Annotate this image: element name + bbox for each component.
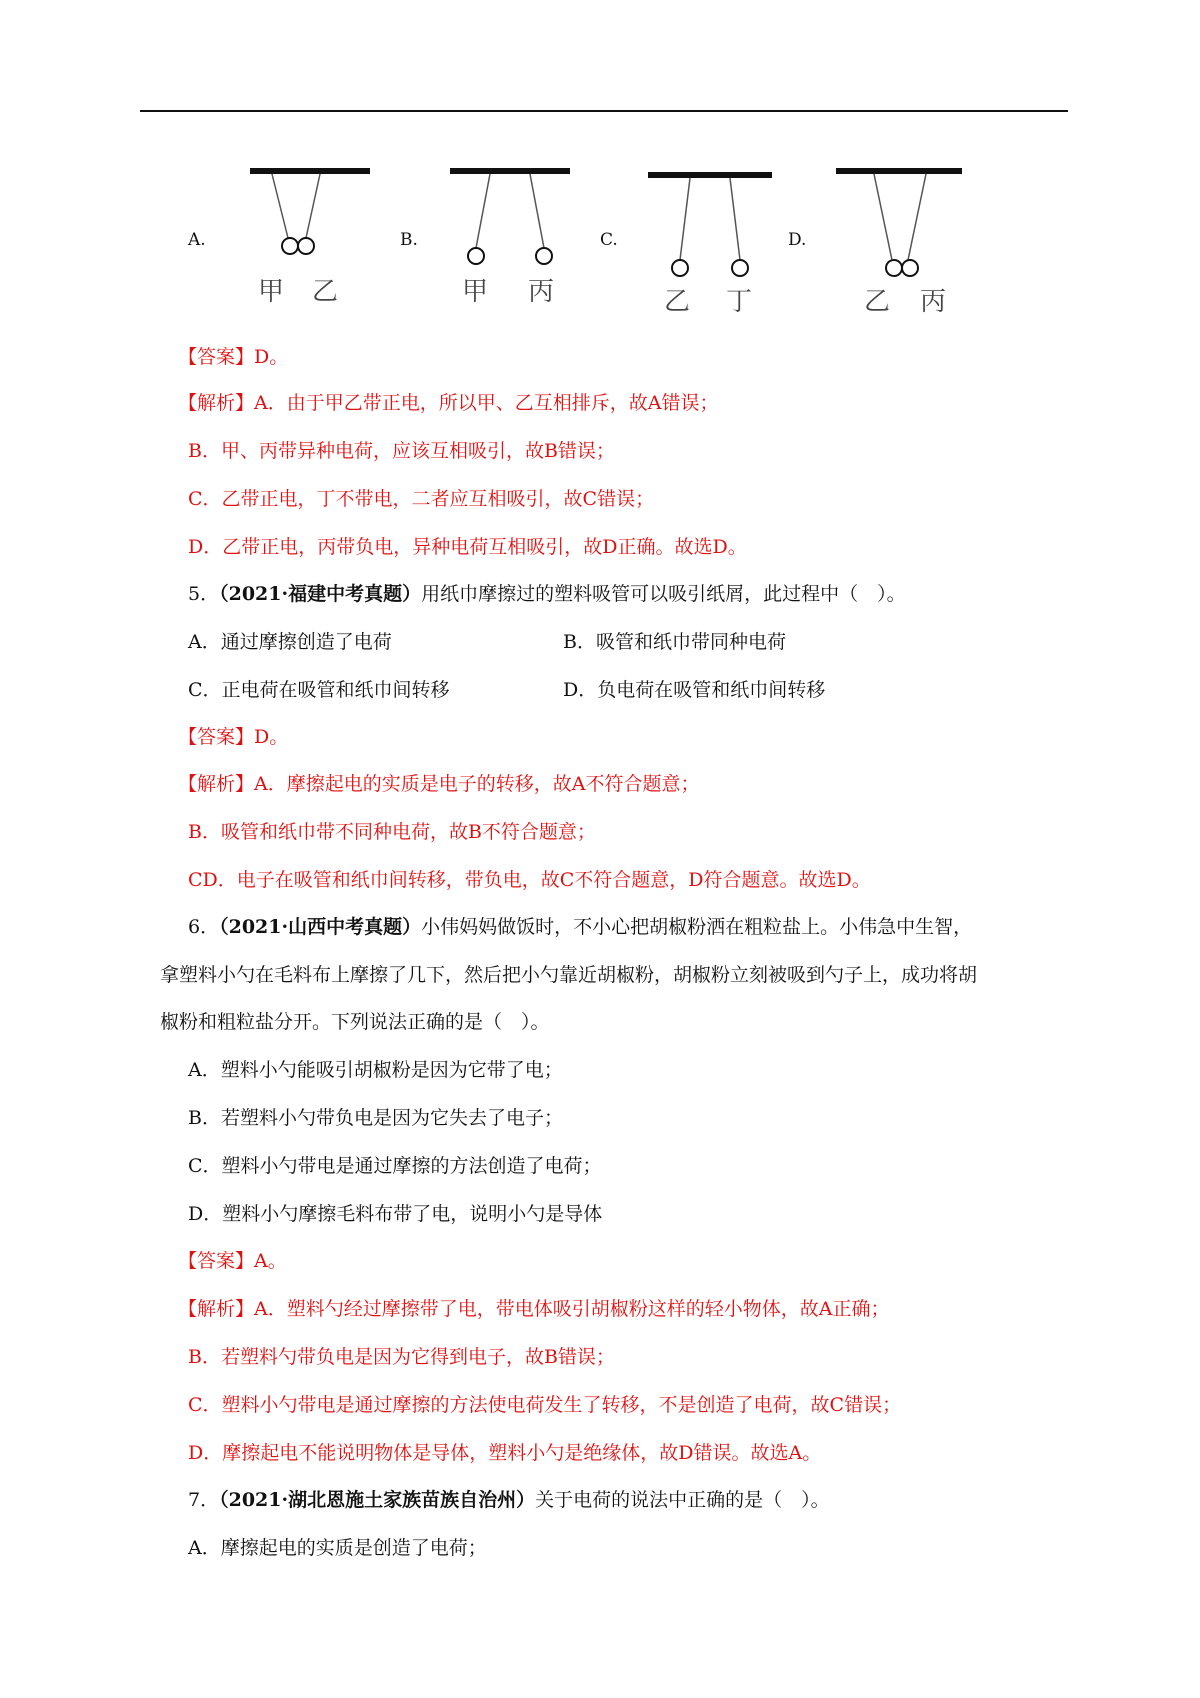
q4-analysis-b: B．甲、丙带异种电荷，应该互相吸引，故B错误；: [188, 440, 615, 462]
q4-analysis-a: 【解析】A．由于甲乙带正电，所以甲、乙互相排斥，故A错误；: [178, 392, 719, 414]
q5-analysis-b: B．吸管和纸巾带不同种电荷，故B不符合题意；: [188, 821, 596, 843]
q6-analysis-c: C．塑料小勺带电是通过摩擦的方法使电荷发生了转移，不是创造了电荷，故C错误；: [188, 1394, 902, 1416]
q5-option-b: B．吸管和纸巾带同种电荷: [563, 631, 786, 653]
q5-analysis-a: 【解析】A．摩擦起电的实质是电子的转移，故A不符合题意；: [178, 773, 700, 795]
label-yi: 乙: [664, 287, 691, 317]
q6-option-b: B．若塑料小勺带负电是因为它失去了电子；: [188, 1107, 563, 1129]
q6-analysis-b: B．若塑料勺带负电是因为它得到电子，故B错误；: [188, 1346, 615, 1368]
pendulum-figure-d: [826, 160, 1026, 320]
label-jia: 甲: [462, 277, 489, 307]
figure-option-a-letter: A.: [188, 230, 206, 250]
q6-analysis-a: 【解析】A．塑料勺经过摩擦带了电，带电体吸引胡椒粉这样的轻小物体，故A正确；: [178, 1298, 890, 1320]
pendulum-figure-c: [640, 160, 840, 320]
q4-analysis-c: C．乙带正电，丁不带电，二者应互相吸引，故C错误；: [188, 488, 655, 510]
q5-stem: 5．（2021·福建中考真题）用纸巾摩擦过的塑料吸管可以吸引纸屑，此过程中（ ）。: [188, 583, 906, 605]
label-bing: 丙: [528, 277, 555, 307]
label-jia: 甲: [258, 277, 285, 307]
q7-option-a: A．摩擦起电的实质是创造了电荷；: [188, 1537, 487, 1559]
q6-option-c: C．塑料小勺带电是通过摩擦的方法创造了电荷；: [188, 1155, 602, 1177]
q6-option-a: A．塑料小勺能吸引胡椒粉是因为它带了电；: [188, 1059, 563, 1081]
q5-option-c: C．正电荷在吸管和纸巾间转移: [188, 679, 450, 701]
q6-stem-line3: 椒粉和粗粒盐分开。下列说法正确的是（ ）。: [160, 1011, 550, 1033]
label-yi: 乙: [312, 277, 339, 307]
q6-stem-line1: 6．（2021·山西中考真题）小伟妈妈做饭时，不小心把胡椒粉洒在粗粒盐上。小伟急中生智，: [188, 916, 973, 938]
label-bing: 丙: [920, 287, 947, 317]
q6-answer: 【答案】A。: [178, 1250, 287, 1272]
label-yi: 乙: [864, 287, 891, 317]
q4-answer: 【答案】D。: [178, 346, 289, 368]
label-ding: 丁: [726, 287, 753, 317]
figure-option-b-letter: B.: [400, 230, 418, 250]
q5-option-d: D．负电荷在吸管和纸巾间转移: [563, 679, 826, 701]
header-rule: [140, 110, 1068, 112]
q6-option-d: D．塑料小勺摩擦毛料布带了电，说明小勺是导体: [188, 1203, 603, 1225]
q4-analysis-d: D．乙带正电，丙带负电，异种电荷互相吸引，故D正确。故选D。: [188, 536, 747, 558]
q7-stem: 7．（2021·湖北恩施土家族苗族自治州）关于电荷的说法中正确的是（ ）。: [188, 1489, 830, 1511]
figure-option-c-letter: C.: [600, 230, 618, 250]
q6-stem-line2: 拿塑料小勺在毛料布上摩擦了几下，然后把小勺靠近胡椒粉，胡椒粉立刻被吸到勺子上，成功将胡: [160, 964, 978, 986]
q5-answer: 【答案】D。: [178, 726, 289, 748]
q5-analysis-cd: CD．电子在吸管和纸巾间转移，带负电，故C不符合题意，D符合题意。故选D。: [188, 869, 871, 891]
q6-analysis-d: D．摩擦起电不能说明物体是导体，塑料小勺是绝缘体，故D错误。故选A。: [188, 1442, 822, 1464]
q5-option-a: A．通过摩擦创造了电荷: [188, 631, 392, 653]
figure-option-d-letter: D.: [788, 230, 807, 250]
